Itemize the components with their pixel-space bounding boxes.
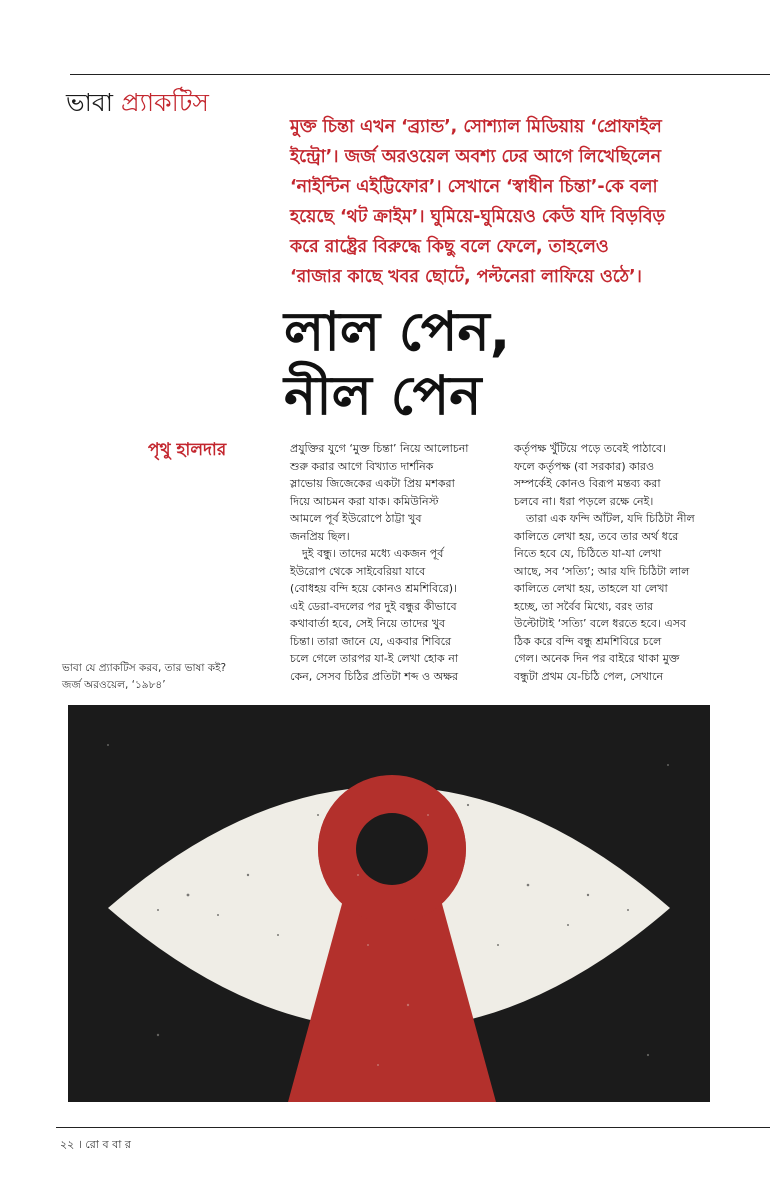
standfirst-line: ‘নাইন্টিন এইট্টিফোর’। সেখানে ‘স্বাধীন চিন্তা’-কে বলা xyxy=(290,177,658,197)
body-line: চলে গেলে তারপর যা-ই লেখা হোক না xyxy=(290,652,459,665)
headline-line-1: লাল পেন, xyxy=(284,300,511,363)
folio-separator: । xyxy=(77,1138,82,1151)
body-line: চিন্তা। তারা জানে যে, একবার শিবিরে xyxy=(290,634,452,648)
body-line: (বোধহয় বন্দি হয়ে কোনও শ্রমশিবিরে)। xyxy=(290,582,457,595)
standfirst xyxy=(290,112,752,292)
section-title-accent: প্র্যাকটিস xyxy=(121,88,209,117)
magazine-name: রো ব বা র xyxy=(85,1138,131,1151)
standfirst-line: করে রাষ্ট্রের বিরুদ্ধে কিছু বলে ফেলে, তাহলেও xyxy=(290,237,609,257)
body-line: শুরু করার আগে বিখ্যাত দার্শনিক xyxy=(290,459,434,473)
body-line: দিয়ে আচমন করা যাক। কমিউনিস্ট xyxy=(290,494,439,508)
body-line: প্রযুক্তির যুগে ‘মুক্ত চিন্তা’ নিয়ে আলোচনা xyxy=(290,442,469,455)
byline: পৃথু হালদার xyxy=(148,440,227,460)
page-number: ২২ xyxy=(60,1138,75,1151)
body-line: কর্তৃপক্ষ খুঁটিয়ে পড়ে তবেই পাঠাবে। xyxy=(514,442,667,455)
body-line: চলবে না। ধরা পড়লে রক্ষে নেই। xyxy=(514,494,654,508)
standfirst-line: ইন্ট্রো’। জর্জ অরওয়েল অবশ্য ঢের আগে লিখেছিলেন xyxy=(290,147,661,167)
folio xyxy=(60,1137,131,1153)
body-line: দুই বন্ধু। তাদের মধ্যে একজন পূর্ব xyxy=(302,547,444,560)
body-line: হচ্ছে, তা সর্বৈব মিথ্যে, বরং তার xyxy=(514,599,654,613)
standfirst-line: হয়েছে ‘থট ক্রাইম’। ঘুমিয়ে-ঘুমিয়েও কেউ যদি বিড়বিড় xyxy=(290,207,665,227)
body-line: কথাবার্তা হবে, সেই নিয়ে তাদের খুব xyxy=(290,617,446,630)
body-line: ঠিক করে বন্দি বন্ধু শ্রমশিবিরে চলে xyxy=(514,634,662,648)
body-line: বন্ধুটা প্রথম যে-চিঠি পেল, সেখানে xyxy=(514,669,664,683)
pull-quote-attribution: জর্জ অরওয়েল, ‘১৯৮৪’ xyxy=(62,679,166,691)
standfirst-line: ‘রাজার কাছে খবর ছোটে, পল্টনেরা লাফিয়ে ওঠে’। xyxy=(290,267,642,287)
body-line: ইউরোপ থেকে সাইবেরিয়া যাবে xyxy=(290,564,426,578)
body-line: কালিতে লেখা হয়, তবে তার অর্থ ধরে xyxy=(514,529,679,543)
body-line: এই ডেরা-বদলের পর দুই বন্ধুর কীভাবে xyxy=(290,599,457,613)
body-line: ফলে কর্তৃপক্ষ (বা সরকার) কারও xyxy=(514,459,655,473)
eye-keyhole-illustration xyxy=(68,705,710,1102)
eye-icon xyxy=(68,705,710,1102)
body-line: কালিতে লেখা হয়, তাহলে যা লেখা xyxy=(514,582,668,595)
section-title-plain: ভাবা xyxy=(66,88,114,117)
eye-pupil xyxy=(356,813,428,885)
body-line: তারা এক ফন্দি আঁটল, যদি চিঠিটা নীল xyxy=(526,512,695,525)
body-line: উল্টোটাই ‘সত্যি’ বলে ধরতে হবে। এসব xyxy=(514,617,687,630)
headline xyxy=(284,300,754,428)
body-column-2 xyxy=(514,440,744,685)
top-rule xyxy=(70,74,770,75)
body-line: স্লাভোয় জিজেকের একটা প্রিয় মশকরা xyxy=(290,477,455,490)
body-line: আমলে পূর্ব ইউরোপে ঠাট্টা খুব xyxy=(290,512,422,525)
body-line: কেন, সেসব চিঠির প্রতিটা শব্দ ও অক্ষর xyxy=(290,669,459,683)
headline-line-2: নীল পেন xyxy=(284,364,482,427)
body-line: গেল। অনেক দিন পর বাইরে থাকা মুক্ত xyxy=(514,652,680,665)
section-title xyxy=(66,88,209,118)
body-line: সম্পর্কেই কোনও বিরূপ মন্তব্য করা xyxy=(514,477,661,490)
bottom-rule xyxy=(56,1127,770,1128)
body-line: আছে, সব ‘সত্যি’; আর যদি চিঠিটা লাল xyxy=(514,564,690,578)
body-column-1 xyxy=(290,440,502,685)
body-line: নিতে হবে যে, চিঠিতে যা-যা লেখা xyxy=(514,547,662,560)
pull-quote-text: ভাবা যে প্র্যাকটিস করব, তার ভাষা কই? xyxy=(62,662,227,674)
body-line: জনপ্রিয় ছিল। xyxy=(290,529,350,543)
pull-quote xyxy=(62,660,272,694)
standfirst-line: মুক্ত চিন্তা এখন ‘ব্র্যান্ড’, সোশ্যাল মিডিয়ায় ‘প্রোফাইল xyxy=(290,117,662,137)
